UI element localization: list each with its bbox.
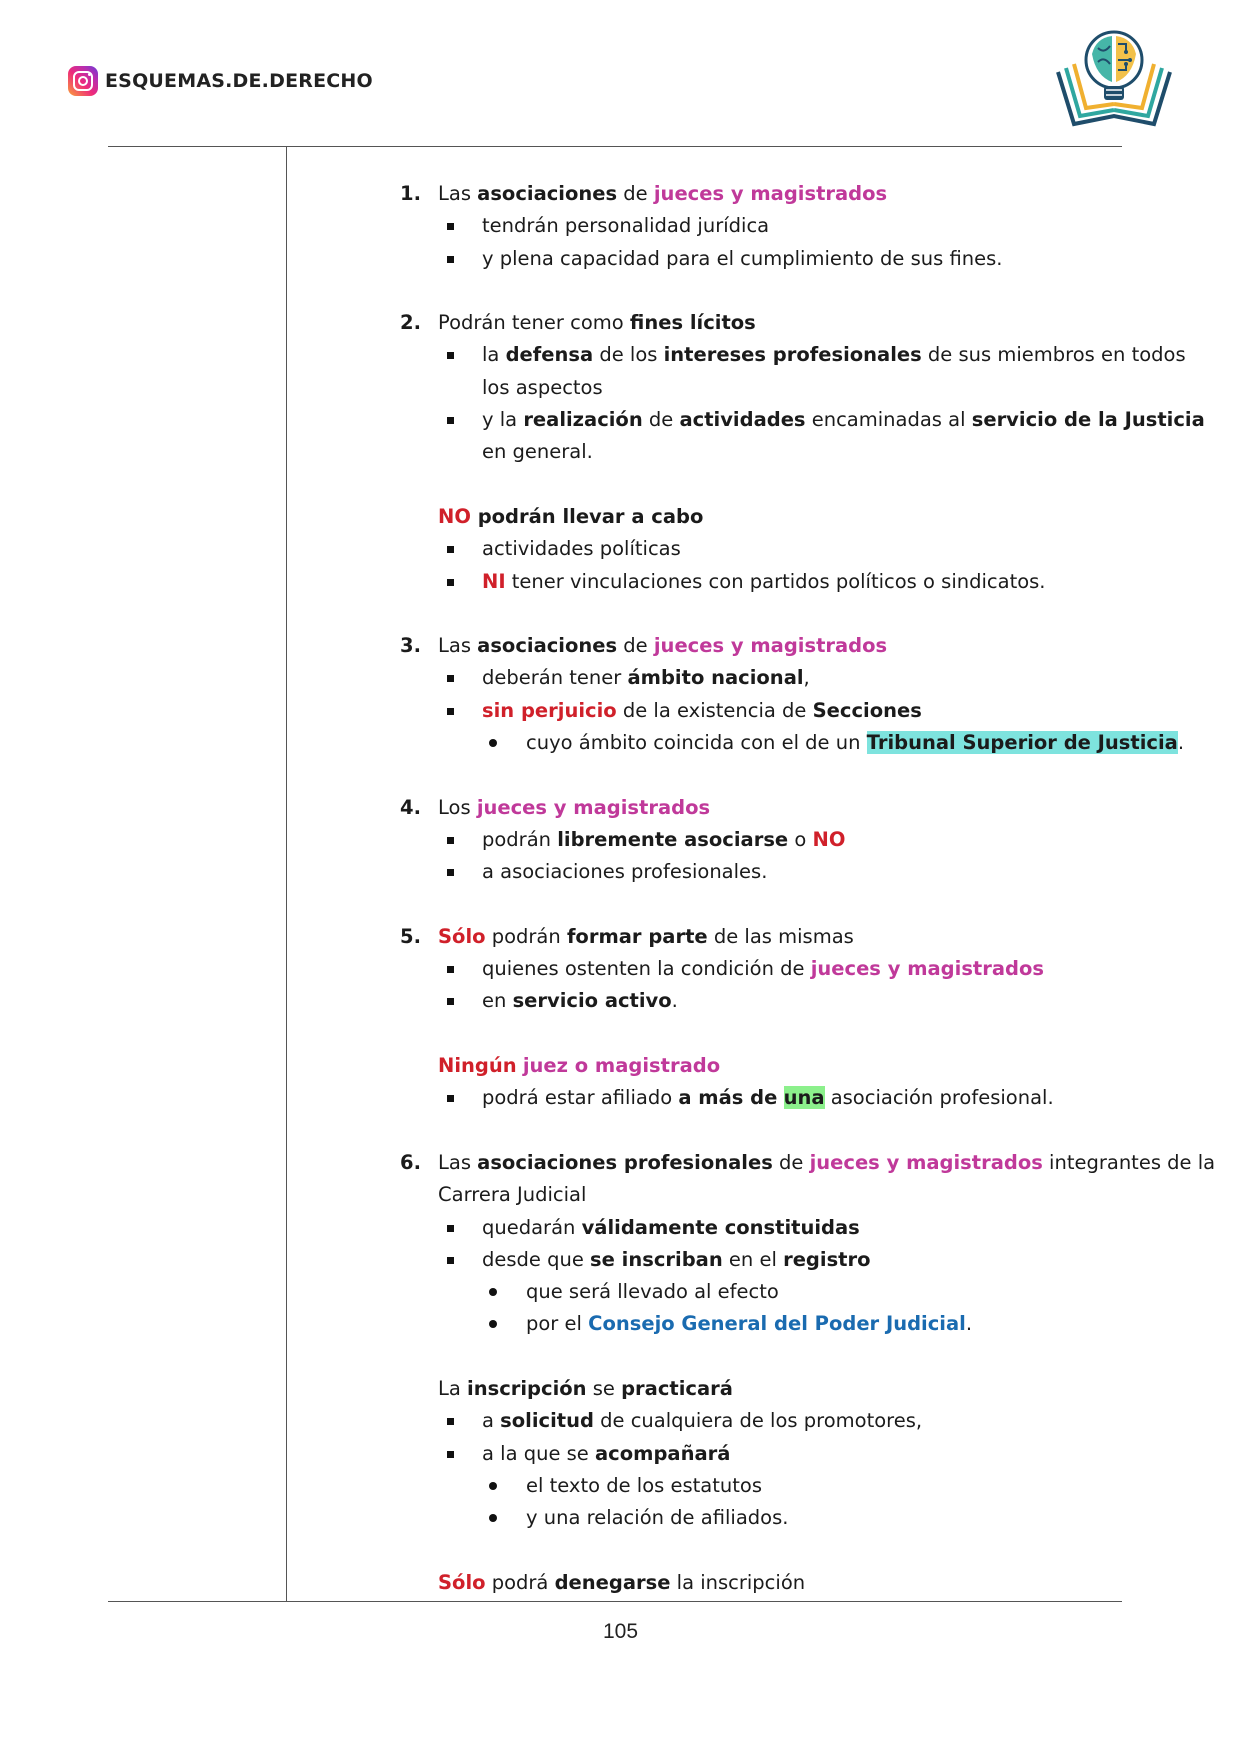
lightbulb-book-logo-icon bbox=[1052, 24, 1176, 134]
bullet: y la realización de actividades encaminadas al servicio de la Justicia bbox=[400, 404, 1122, 436]
bullet: a asociaciones profesionales. bbox=[400, 856, 1122, 888]
page-number: 105 bbox=[602, 1620, 639, 1643]
bullet-continuation: en general. bbox=[482, 440, 593, 464]
sub-bullet: y una relación de afiliados. bbox=[400, 1502, 1122, 1534]
top-divider bbox=[108, 146, 1122, 147]
list-item-continuation: Carrera Judicial bbox=[438, 1183, 587, 1207]
bullet: quienes ostenten la condición de jueces y magistrados bbox=[400, 953, 1122, 985]
bullet-continuation: los aspectos bbox=[482, 375, 603, 399]
bullet: NI tener vinculaciones con partidos políticos o sindicatos. bbox=[400, 566, 1122, 598]
brand-name: ESQUEMAS.DE.DERECHO bbox=[105, 70, 373, 92]
highlight-tsj: Tribunal Superior de Justicia bbox=[866, 731, 1178, 755]
list-item-5: 5. Sólo podrán formar parte de las mismas bbox=[400, 924, 854, 948]
highlight-una: una bbox=[783, 1086, 825, 1110]
bottom-divider bbox=[108, 1601, 1122, 1602]
bullet: en servicio activo. bbox=[400, 985, 1122, 1017]
sub-heading: Sólo podrá denegarse la inscripción bbox=[438, 1570, 806, 1594]
margin-divider bbox=[286, 146, 287, 1602]
bullet: sin perjuicio de la existencia de Secciones bbox=[400, 695, 1122, 727]
bullet: a solicitud de cualquiera de los promotores, bbox=[400, 1405, 1122, 1437]
bullet: tendrán personalidad jurídica bbox=[400, 210, 1122, 242]
list-item-6: 6. Las asociaciones profesionales de jueces y magistrados integrantes de la bbox=[400, 1150, 1216, 1174]
bullet: podrá estar afiliado a más de una asociación profesional. bbox=[400, 1082, 1122, 1114]
list-item-1: 1. Las asociaciones de jueces y magistrados bbox=[400, 182, 888, 205]
sub-bullet: que será llevado al efecto bbox=[400, 1276, 1122, 1308]
bullet: a la que se acompañará bbox=[400, 1438, 1122, 1470]
list-item-2: 2. Podrán tener como fines lícitos bbox=[400, 311, 756, 335]
bullet: podrán libremente asociarse o NO bbox=[400, 824, 1122, 856]
bullet: la defensa de los intereses profesionales de sus miembros en todos bbox=[400, 339, 1122, 371]
bullet: desde que se inscriban en el registro bbox=[400, 1244, 1122, 1276]
bullet: actividades políticas bbox=[400, 533, 1122, 565]
bullet: y plena capacidad para el cumplimiento de sus fines. bbox=[400, 243, 1122, 275]
sub-bullet: el texto de los estatutos bbox=[400, 1470, 1122, 1502]
bullet: quedarán válidamente constituidas bbox=[400, 1212, 1122, 1244]
bullet: deberán tener ámbito nacional, bbox=[400, 662, 1122, 694]
list-item-3: 3. Las asociaciones de jueces y magistrados bbox=[400, 634, 888, 658]
document-body bbox=[400, 178, 1216, 1599]
sub-heading: Ningún juez o magistrado bbox=[438, 1054, 721, 1078]
list-item-4: 4. Los jueces y magistrados bbox=[400, 795, 711, 819]
instagram-icon bbox=[68, 66, 98, 96]
sub-heading: La inscripción se practicará bbox=[438, 1376, 733, 1400]
sub-heading: NO podrán llevar a cabo bbox=[438, 504, 704, 528]
brand-header bbox=[68, 66, 373, 96]
sub-bullet: por el Consejo General del Poder Judicial. bbox=[400, 1308, 1122, 1340]
sub-bullet: cuyo ámbito coincida con el de un Tribunal Superior de Justicia. bbox=[400, 727, 1122, 759]
